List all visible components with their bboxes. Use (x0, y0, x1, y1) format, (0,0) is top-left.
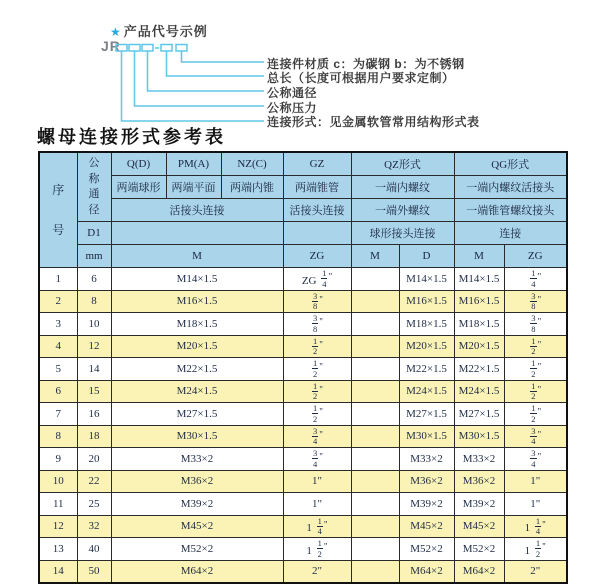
cell-zg-gz: $\frac{1}{2}$ " (283, 358, 351, 381)
cell-zg-qg: $\frac{3}{8}$ " (504, 290, 567, 313)
cell-d-qz: M45×2 (399, 515, 454, 538)
cell-m-union: M45×2 (111, 515, 283, 538)
cell-zg-gz: 1" (283, 470, 351, 493)
cell-m-union: M64×2 (111, 560, 283, 583)
cell-m-union: M52×2 (111, 538, 283, 561)
cell-zg-qg: $\frac{3}{8}$ " (504, 313, 567, 336)
cell-m-qg: M18×1.5 (454, 313, 504, 336)
cell-seq: 5 (39, 358, 77, 381)
cell-m-qz (351, 380, 399, 403)
cell-m-qg: M24×1.5 (454, 380, 504, 403)
cell-d-qz: M36×2 (399, 470, 454, 493)
cell-dn: 12 (77, 335, 111, 358)
col-header-seq: 序号 (39, 152, 77, 268)
col-header-group-qg: QG形式 (454, 152, 567, 176)
cell-seq: 2 (39, 290, 77, 313)
cell-m-qz (351, 470, 399, 493)
cell-dn: 6 (77, 268, 111, 291)
cell-seq: 11 (39, 493, 77, 516)
unit-m-qg: M (454, 245, 504, 268)
cell-d-qz: M64×2 (399, 560, 454, 583)
cell-seq: 9 (39, 448, 77, 471)
product-code-heading-text: 产品代号示例 (123, 24, 208, 39)
subheader-gz: 两端锥管 (283, 176, 351, 199)
cell-dn: 22 (77, 470, 111, 493)
code-boxes-and-leader-lines (95, 40, 295, 135)
nut-connection-table (38, 151, 568, 584)
unit-m-qz: M (351, 245, 399, 268)
cell-m-qg: M36×2 (454, 470, 504, 493)
header-empty-left (111, 222, 283, 245)
unit-zg-gz: ZG (283, 245, 351, 268)
cell-m-qz (351, 403, 399, 426)
table-row (39, 515, 567, 538)
cell-m-qz (351, 560, 399, 583)
col-header-group-nzc: NZ(C) (221, 152, 283, 176)
subheader-union-gz: 活接头连接 (283, 199, 351, 222)
table-row (39, 313, 567, 336)
cell-seq: 7 (39, 403, 77, 426)
cell-m-qz (351, 515, 399, 538)
cell-m-qz (351, 313, 399, 336)
col-header-mm: mm (77, 245, 111, 268)
subheader-qg: 一端内螺纹活接头 (454, 176, 567, 199)
cell-dn: 15 (77, 380, 111, 403)
cell-dn: 18 (77, 425, 111, 448)
table-row (39, 493, 567, 516)
table-row (39, 380, 567, 403)
cell-m-union: M33×2 (111, 448, 283, 471)
cell-m-qg: M39×2 (454, 493, 504, 516)
cell-zg-gz: $\frac{3}{4}$ " (283, 448, 351, 471)
cell-m-qg: M22×1.5 (454, 358, 504, 381)
cell-zg-gz: $\frac{3}{4}$ " (283, 425, 351, 448)
cell-zg-qg: $\frac{3}{4}$ " (504, 425, 567, 448)
table-row (39, 290, 567, 313)
cell-m-qg: M64×2 (454, 560, 504, 583)
subheader-ball-joint: 球形接头连接 (351, 222, 454, 245)
cell-d-qz: M20×1.5 (399, 335, 454, 358)
table-row (39, 403, 567, 426)
header-empty-gz (283, 222, 351, 245)
cell-zg-gz: 1 $\frac{1}{4}$ " (283, 515, 351, 538)
cell-seq: 6 (39, 380, 77, 403)
cell-m-qz (351, 268, 399, 291)
cell-m-qz (351, 335, 399, 358)
header-row-3 (39, 199, 567, 222)
cell-m-qz (351, 290, 399, 313)
cell-dn: 50 (77, 560, 111, 583)
table-row (39, 448, 567, 471)
cell-zg-qg: $\frac{1}{4}$ " (504, 268, 567, 291)
cell-zg-qg: 1 $\frac{1}{2}$ " (504, 538, 567, 561)
cell-zg-gz: ZG $\frac{1}{4}$ " (283, 268, 351, 291)
cell-d-qz: M27×1.5 (399, 403, 454, 426)
cell-m-union: M18×1.5 (111, 313, 283, 336)
star-icon: ★ (110, 25, 122, 39)
cell-zg-qg: 2" (504, 560, 567, 583)
cell-seq: 14 (39, 560, 77, 583)
col-header-d1: D1 (77, 222, 111, 245)
cell-zg-gz: $\frac{1}{2}$ " (283, 380, 351, 403)
cell-m-qg: M14×1.5 (454, 268, 504, 291)
cell-dn: 14 (77, 358, 111, 381)
header-row-4 (39, 222, 567, 245)
subheader-connect: 连接 (454, 222, 567, 245)
cell-m-qg: M16×1.5 (454, 290, 504, 313)
cell-dn: 16 (77, 403, 111, 426)
cell-m-qz (351, 358, 399, 381)
cell-d-qz: M18×1.5 (399, 313, 454, 336)
table-row (39, 560, 567, 583)
cell-dn: 25 (77, 493, 111, 516)
cell-seq: 1 (39, 268, 77, 291)
product-code-prefix: JR (101, 38, 121, 54)
cell-zg-qg: 1 $\frac{1}{4}$ " (504, 515, 567, 538)
table-row (39, 470, 567, 493)
code-label-total-length: 总长（长度可根据用户要求定制） (267, 71, 455, 85)
cell-zg-gz: 1" (283, 493, 351, 516)
subheader-pma: 两端平面 (166, 176, 221, 199)
cell-m-qg: M30×1.5 (454, 425, 504, 448)
cell-seq: 4 (39, 335, 77, 358)
cell-d-qz: M33×2 (399, 448, 454, 471)
table-row (39, 425, 567, 448)
subheader-nzc: 两端内锥 (221, 176, 283, 199)
code-label-nominal-dn: 公称通径 (267, 86, 318, 100)
cell-m-qg: M52×2 (454, 538, 504, 561)
cell-m-union: M36×2 (111, 470, 283, 493)
cell-m-qz (351, 493, 399, 516)
cell-zg-qg: $\frac{1}{2}$ " (504, 380, 567, 403)
col-header-group-qz: QZ形式 (351, 152, 454, 176)
cell-m-qz (351, 448, 399, 471)
subheader-union-left: 活接头连接 (111, 199, 283, 222)
cell-zg-gz: $\frac{1}{2}$ " (283, 403, 351, 426)
table-row (39, 268, 567, 291)
cell-zg-gz: 1 $\frac{1}{2}$ " (283, 538, 351, 561)
cell-m-union: M22×1.5 (111, 358, 283, 381)
cell-d-qz: M39×2 (399, 493, 454, 516)
cell-dn: 20 (77, 448, 111, 471)
unit-m-left: M (111, 245, 283, 268)
code-label-material: 连接件材质 c：为碳钢 b：为不锈钢 (267, 57, 465, 71)
table-title: 螺母连接形式参考表 (37, 127, 226, 147)
col-header-group-pma: PM(A) (166, 152, 221, 176)
header-row-1 (39, 152, 567, 176)
cell-dn: 10 (77, 313, 111, 336)
cell-m-union: M27×1.5 (111, 403, 283, 426)
cell-zg-gz: 2" (283, 560, 351, 583)
cell-seq: 8 (39, 425, 77, 448)
col-header-group-qd: Q(D) (111, 152, 166, 176)
cell-m-union: M16×1.5 (111, 290, 283, 313)
cell-d-qz: M52×2 (399, 538, 454, 561)
subheader-qz: 一端内螺纹 (351, 176, 454, 199)
table-row (39, 538, 567, 561)
product-code-heading (110, 21, 208, 40)
cell-zg-qg: $\frac{1}{2}$ " (504, 358, 567, 381)
cell-m-union: M24×1.5 (111, 380, 283, 403)
table-row (39, 358, 567, 381)
col-header-dn: 公称通径 (77, 152, 111, 222)
cell-dn: 32 (77, 515, 111, 538)
cell-m-qg: M45×2 (454, 515, 504, 538)
cell-seq: 10 (39, 470, 77, 493)
cell-zg-qg: 1" (504, 470, 567, 493)
cell-m-qg: M33×2 (454, 448, 504, 471)
cell-m-qz (351, 538, 399, 561)
unit-d-qz: D (399, 245, 454, 268)
cell-m-qz (351, 425, 399, 448)
cell-zg-qg: $\frac{1}{2}$ " (504, 335, 567, 358)
cell-zg-qg: 1" (504, 493, 567, 516)
cell-seq: 3 (39, 313, 77, 336)
cell-zg-gz: $\frac{1}{2}$ " (283, 335, 351, 358)
cell-d-qz: M16×1.5 (399, 290, 454, 313)
code-label-nominal-pn: 公称压力 (267, 101, 318, 115)
cell-d-qz: M30×1.5 (399, 425, 454, 448)
header-row-5 (39, 245, 567, 268)
cell-m-union: M30×1.5 (111, 425, 283, 448)
cell-m-union: M14×1.5 (111, 268, 283, 291)
cell-d-qz: M22×1.5 (399, 358, 454, 381)
header-row-2 (39, 176, 567, 199)
unit-zg-qg: ZG (504, 245, 567, 268)
col-header-group-gz: GZ (283, 152, 351, 176)
cell-m-union: M39×2 (111, 493, 283, 516)
table-row (39, 335, 567, 358)
cell-zg-gz: $\frac{3}{8}$ " (283, 290, 351, 313)
cell-m-qg: M27×1.5 (454, 403, 504, 426)
code-label-connect-form: 连接形式：见金属软管常用结构形式表 (267, 115, 480, 129)
cell-dn: 8 (77, 290, 111, 313)
cell-m-qg: M20×1.5 (454, 335, 504, 358)
cell-dn: 40 (77, 538, 111, 561)
subheader-qz-ext: 一端外螺纹 (351, 199, 454, 222)
cell-zg-qg: $\frac{3}{4}$ " (504, 448, 567, 471)
cell-zg-gz: $\frac{3}{8}$ " (283, 313, 351, 336)
cell-d-qz: M24×1.5 (399, 380, 454, 403)
cell-zg-qg: $\frac{1}{2}$ " (504, 403, 567, 426)
subheader-qg-taper: 一端锥管螺纹接头 (454, 199, 567, 222)
subheader-qd: 两端球形 (111, 176, 166, 199)
cell-m-union: M20×1.5 (111, 335, 283, 358)
cell-d-qz: M14×1.5 (399, 268, 454, 291)
cell-seq: 12 (39, 515, 77, 538)
cell-seq: 13 (39, 538, 77, 561)
